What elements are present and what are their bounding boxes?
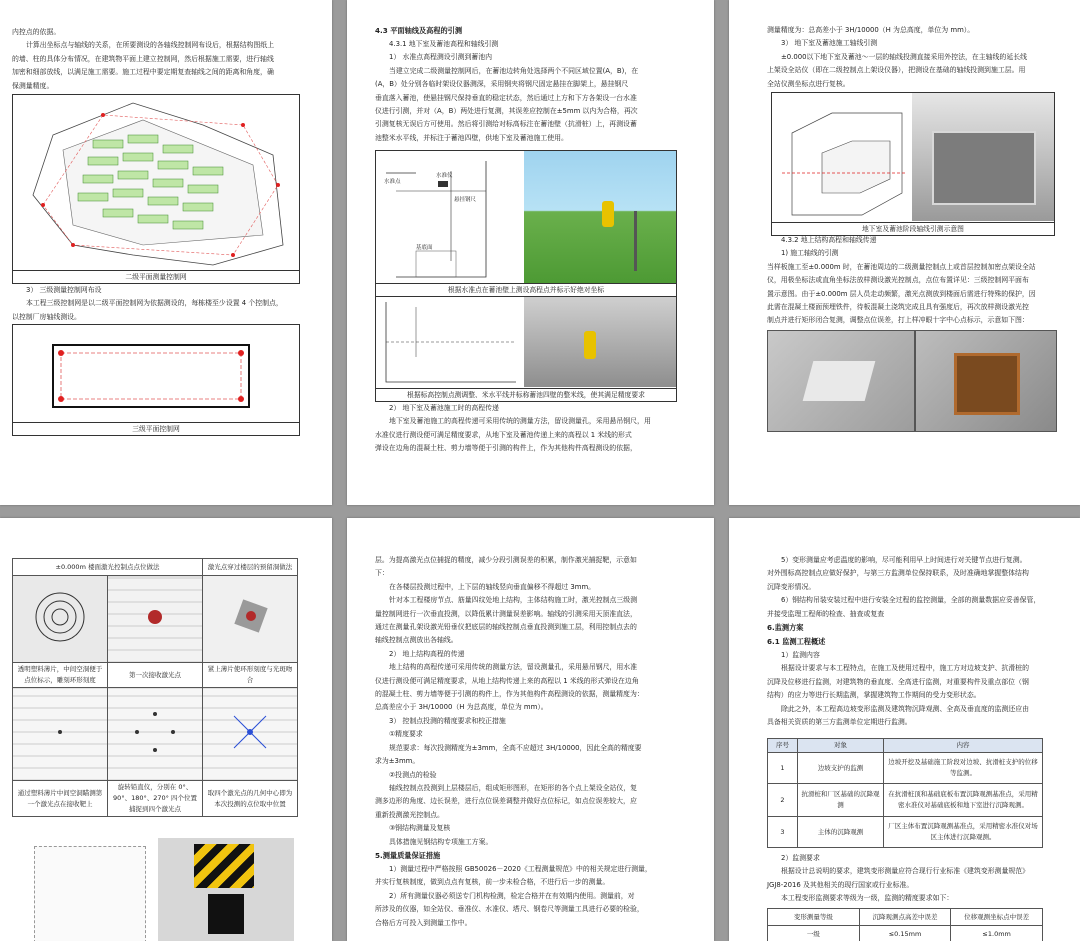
table-cell: 主体的沉降观测 — [798, 817, 884, 848]
page-6 — [729, 518, 1080, 941]
subheading: 3） 控制点投测的精度要求和校正措施 — [389, 716, 506, 725]
page-2 — [347, 0, 714, 505]
grid-dot-image — [13, 688, 108, 781]
paragraph: 置示意图。由于±0.000m 层人员走动频繁，激光点测放到楼面后需进行特殊的保护，因 — [767, 289, 1036, 298]
table-row — [768, 784, 1043, 817]
paragraph: 仪，用极坐标法或直角坐标法放样测设激光控制点，点位布置详见：三级控制网平面布 — [767, 276, 1029, 285]
paragraph: 沉降变形情况。 — [767, 582, 816, 591]
paragraph: 水准仪进行测设便可满足精度要求，从地下室及蓄池传递上来的高程以 1 米线的形式 — [375, 430, 632, 439]
table-cell: 2 — [768, 784, 798, 817]
paragraph: 轴线控制点投测到上层楼层后，组成矩形图形，在矩形的各个点上架设全站仪，复 — [389, 783, 638, 792]
figure-caption: 地下室及蓄池阶段轴线引测示意图 — [772, 222, 1054, 235]
paragraph: 根据设计要求与本工程特点，在施工及使用过程中，施工方对边坡支护、抗滑桩的 — [781, 664, 1030, 673]
four-point-image — [108, 688, 203, 781]
paragraph: 测量精度为：总高差小于 3H/10000（H 为总高度，单位为 mm）。 — [767, 26, 975, 34]
section-heading: 5.测量质量保证措施 — [375, 850, 441, 860]
table-cell: 通过塑料薄片中间空洞瞄测第一个激光点在接收靶上 — [13, 781, 108, 817]
paragraph: 对外围标高控制点应做好保护，与第三方监测单位保持联系，及时准确地掌握整体结构 — [767, 569, 1029, 578]
table-cell: 紧上薄片使环形刻度与光斑吻合 — [203, 663, 298, 688]
paragraph: 针对本工程楼房节点、筋量四纹处地上结构，主体结构施工时，激光控制点三级测 — [389, 596, 638, 605]
page-3 — [729, 0, 1080, 505]
subheading: 4.3.1 地下室及蓄池高程和轴线引测 — [389, 40, 499, 48]
embedded-plate-photo — [767, 330, 915, 432]
table-header: 对象 — [798, 739, 884, 753]
paragraph: 2）所有测量仪器必须送专门机构检测，检定合格并在有效期内使用。测量前，对 — [389, 891, 635, 900]
laser-point-table — [12, 558, 298, 817]
subheading: 1）监测内容 — [781, 651, 820, 660]
level-label: 水准仪 — [436, 173, 453, 179]
figure-caption: 根据水准点在蓄池壁上测设高程点并标示好绝对坐标 — [376, 283, 676, 296]
secondary-control-network-figure — [12, 94, 300, 284]
subheading: 2） 地上结构高程的传递 — [389, 649, 465, 658]
paragraph: 层。为提高激光点位捕捉的精度，减少分段引测误差的积累，制作激光捕捉靶，示意如 — [375, 556, 637, 564]
surveyor-rendering — [524, 151, 676, 283]
paragraph: 仪进行引测，并对（A，B）两处进行复测，其误差应控制在±5mm 以内为合格，再次 — [375, 107, 638, 116]
table-header: 变形测量等级 — [768, 909, 860, 926]
paragraph: 池整米水平线，并标注于蓄池四壁，供地下室及蓄池施工使用。 — [375, 133, 568, 142]
protection-box-photo — [915, 330, 1057, 432]
subheading: ①精度要求 — [389, 730, 423, 739]
table-cell: 厂区主体布置沉降观测基准点，采用精密水准仪对场区主体进行沉降观测。 — [884, 817, 1043, 848]
centroid-icon — [220, 702, 280, 762]
paragraph: 内控点的依据。 — [12, 28, 61, 36]
paragraph: 地上结构的高程传递可采用传统的测量方法，留设测量孔，采用悬吊钢尺，用水准 — [389, 663, 638, 672]
table-cell: ≤0.15mm — [859, 926, 951, 941]
paragraph: 根据设计总说明的要求，建筑变形测量应符合现行行业标准《建筑变形测量规范》 — [781, 867, 1030, 876]
table-cell: 在抗滑桩顶和基础底板布置沉降观测基准点，采用精密水准仪对基础底板和地下室进行沉降观测。 — [884, 784, 1043, 817]
table-cell: 边坡开挖及基础施工阶段对边坡、抗滑桩支护的位移等监测。 — [884, 753, 1043, 784]
paragraph: 6）钢结构吊装安装过程中进行安装全过程的监控测量，全部的测量数据应妥善保管， — [781, 596, 1041, 605]
laser-spot-grid-image — [108, 576, 203, 663]
centroid-image — [203, 688, 298, 781]
paragraph: 本工程变形监测要求等级为一级，监测的精度要求如下： — [781, 894, 954, 903]
paragraph: 重新投测激光控制点。 — [375, 810, 444, 819]
wall-section-sketch — [376, 297, 524, 387]
pit-rendering — [524, 297, 676, 387]
page-5 — [347, 518, 714, 941]
paragraph: 此需在混凝土楼面预埋铁件，待板混凝土浇筑完成且具有强度后，再次放样测设激光控 — [767, 303, 1029, 312]
ring-icon — [20, 577, 100, 657]
paragraph: 并实行复核制度，做到点点有复核，前一步未检合格，不进行后一步的测量。 — [375, 878, 610, 887]
table-cell: 一级 — [768, 926, 860, 941]
paragraph: 1）测量过程中严格按照 GB50026－2020《工程测量规范》中的相关规定进行测量， — [389, 864, 652, 873]
paragraph: 测多边形的角度、边长误差，进行点位误差调整并做好点位标记，如点位误差较大，应 — [375, 797, 637, 806]
paragraph: 总高差应小于 3H/10000（H 为总高度，单位为 mm）。 — [375, 703, 548, 712]
subheading: 4.3.2 地上结构高程和轴线传递 — [781, 236, 877, 244]
elevation-survey-figure — [375, 150, 677, 297]
paragraph: 保测量精度。 — [12, 81, 54, 90]
paragraph: 地下室及蓄池施工的高程传递可采用传统的测量方法，留设测量孔，采用悬吊钢尺，用 — [389, 417, 651, 426]
paragraph: 本工程三级控制网是以二级平面控制网为依据测设的，每栋楼至少设置 4 个控制点， — [26, 299, 283, 308]
four-dots-icon — [125, 702, 185, 762]
paragraph: 除此之外，本工程高边坡变形监测及建筑物沉降观测、全高及垂直度的监测还应由 — [781, 704, 1030, 713]
paragraph: 上架设全站仪（即在二级控制点上架设仪器），把测设在基础的轴线投测到施工层。用 — [767, 66, 1026, 75]
table-header: ±0.000m 楼面激光控制点点位做法 — [13, 559, 203, 576]
section-heading: 6.监测方案 — [767, 623, 804, 633]
paragraph: (A，B）处分别各临时架设仪器测深，采用钢夹将钢尺固定悬挂在脚架上，悬挂钢尺 — [375, 80, 629, 89]
paragraph: ±0.000以下地下室及蓄池～一层的轴线投测直接采用外控法，在主轴线的延长线 — [781, 52, 1027, 61]
subheading: 2）监测要求 — [781, 854, 820, 862]
paragraph: 当建立完成二级测量控制网后，在蓄池边转角处选择两个不同区域位置(A，B)，在 — [389, 66, 639, 75]
control-network-drawing — [13, 325, 299, 421]
figure-caption: 二级平面测量控制网 — [13, 270, 299, 283]
section-heading: 3） 三级测量控制网布设 — [26, 286, 102, 294]
paragraph: 的混凝土柱、剪力墙等便于引测的构件上，作为其他构件高程测设的依据，测量精度为： — [375, 690, 644, 699]
paragraph: 具体措施见钢结构专项施工方案。 — [389, 837, 493, 846]
paragraph: 计算出坐标点与轴线的关系，在所要测设的各轴线控制网布设后，根据结构图纸上 — [26, 41, 275, 50]
paragraph: 通过在测量孔架设激光铅垂仪把底层的轴线控制点垂直投测到施工层，利用控制点去的 — [375, 623, 637, 632]
paragraph: 轴线控制点测放出各轴线。 — [375, 636, 458, 645]
page-4 — [0, 518, 332, 941]
table-cell: 1 — [768, 753, 798, 784]
paragraph: 规范要求：每次投测精度为±3mm，全高不应超过 3H/10000，因此全高的精度要 — [389, 743, 642, 752]
basement-axis-figure — [771, 92, 1055, 236]
target-rings-image — [13, 576, 108, 663]
paragraph: 结构）的应力等进行长期监测，掌握建筑物工作期间的受力变形状态。 — [767, 691, 981, 700]
hazard-box-photo — [158, 838, 294, 941]
subheading: ③钢结构测量及复核 — [389, 824, 451, 833]
accuracy-table — [767, 908, 1043, 941]
table-cell: 透明塑料薄片，中间空洞便于点位标示，雕刻环形刻度 — [13, 663, 108, 688]
paragraph: 垂直落入蓄池，使悬挂钢尺保持垂直的稳定状态，然后通过上方和下方各架设一台水准 — [375, 93, 637, 102]
paragraph: 5）变形测量应考虑温度的影响，尽可能利用早上时间进行对关键节点进行复测。 — [781, 556, 1027, 564]
subheading: 1) 施工轴线的引测 — [781, 249, 839, 258]
subheading: ②投测点的检验 — [389, 770, 437, 779]
table-header: 激光点穿过楼层的预留洞做法 — [203, 559, 298, 576]
paragraph: 的墙、柱的具体分布情况，在建筑物平面上建立控制网，然后根据施工需要，进行轴线 — [12, 54, 274, 63]
table-header: 序号 — [768, 739, 798, 753]
paragraph: 当样板施工至±0.000m 时，在蓄池周边的二级测量控制点上或首层控制加密点架设全站 — [767, 262, 1036, 271]
table-row — [768, 753, 1043, 784]
table-row — [768, 926, 1043, 941]
sheet-overlay-image — [203, 576, 298, 663]
paragraph: 求为±3mm。 — [375, 757, 420, 766]
section-heading: 6.1 监测工程概述 — [767, 637, 826, 647]
table-cell: 第一次接收激光点 — [108, 663, 203, 688]
paragraph: 弹设在边角的混凝土柱、剪力墙等便于引测的构件上，作为其他构件高程测设的依据， — [375, 444, 637, 453]
subheading: 3） 地下室及蓄池施工轴线引测 — [781, 39, 878, 48]
paragraph: 具备相关资质的第三方监测单位定期进行监测。 — [767, 718, 912, 727]
paragraph: 下： — [375, 569, 389, 578]
steel-tape-label: 悬挂钢尺 — [454, 197, 477, 203]
subheading: 1） 水准点高程测设引测到蓄池内 — [389, 53, 493, 62]
tertiary-control-network-figure — [12, 324, 300, 436]
table-cell: ≤1.0mm — [951, 926, 1043, 941]
paragraph: JGJ8-2016 及其他相关的现行国家或行业标准。 — [767, 880, 914, 889]
figure-caption: 三级平面控制网 — [13, 422, 299, 435]
table-cell: 抗滑桩和厂区基础的沉降观测 — [798, 784, 884, 817]
basement-rendering — [912, 93, 1054, 221]
page-1 — [0, 0, 332, 505]
table-header: 内容 — [884, 739, 1043, 753]
table-row — [768, 817, 1043, 848]
table-cell: 3 — [768, 817, 798, 848]
table-header: 位移观测坐标点中误差 — [951, 909, 1043, 926]
paragraph: 全站仪测坐标点进行复核。 — [767, 79, 850, 88]
basement-axis-sketch — [772, 93, 912, 221]
section-heading: 4.3 平面轴线及高程的引测 — [375, 26, 463, 35]
paragraph: 合格后方可投入到测量工作中。 — [375, 918, 472, 927]
subheading: 2） 地下室及蓄池施工时的高程传递 — [389, 404, 499, 412]
paragraph: 加密和细部放线，以满足施工需要。施工过程中要定期复查轴线之间的距离和角度，确 — [12, 68, 274, 77]
paragraph: 所涉及的仪器，如全站仪、垂准仪、水准仪、塔尺、钢卷尺等测量工具进行必要的检验， — [375, 905, 644, 914]
elevation-line-figure — [375, 296, 677, 402]
paragraph: 量控制网进行一次垂直投测，以降低累计测量误差影响。轴线的引测采用天顶准直法， — [375, 609, 637, 618]
paragraph: 在各楼层投测过程中，上下层的轴线竖向垂直偏移不得超过 3mm。 — [389, 582, 596, 591]
paragraph: 仪进行测设便可满足精度要求，从地上结构传递上来的高程以 1 米线的形式弹设在边角 — [375, 676, 639, 685]
monitoring-table — [767, 738, 1043, 848]
table-cell: 边坡支护的监测 — [798, 753, 884, 784]
plate-icon — [220, 587, 280, 647]
paragraph: 沉降及位移进行监测，对建筑物的垂直度、全高进行监测，对重要构件及重点部位（钢 — [767, 677, 1029, 686]
detail-drawing — [34, 846, 146, 941]
table-cell: 取四个激光点的几何中心即为本次投测的点位取中位置 — [203, 781, 298, 817]
table-header: 沉降观测点高差中误差 — [859, 909, 951, 926]
site-plan-drawing — [13, 95, 299, 269]
paragraph: 以控制厂房轴线测设。 — [12, 312, 81, 321]
table-cell: 旋转铅直仪，分别在 0°、90°、180°、270° 四个位置捕捉到四个激光点 — [108, 781, 203, 817]
figure-caption: 根据标高控制点测调整、米水平线并标称蓄池四壁的整米线，使其满足精度要求 — [376, 388, 676, 401]
dot-icon — [40, 712, 80, 752]
laser-spot-icon — [125, 587, 185, 647]
benchmark-label: 水准点 — [384, 179, 401, 185]
paragraph: 引测复核无误后方可使用。然后将引测给对标高标注在蓄池壁（抗滑桩）上，再测设蓄 — [375, 120, 637, 129]
paragraph: 制点并进行矩形闭合复测，调整点位误差，打上样冲眼十字中心点标示，示意如下图： — [767, 316, 1029, 325]
paragraph: 并接受监理工程师的检查、抽查或复查 — [767, 609, 885, 618]
base-label: 基底面 — [416, 245, 433, 251]
